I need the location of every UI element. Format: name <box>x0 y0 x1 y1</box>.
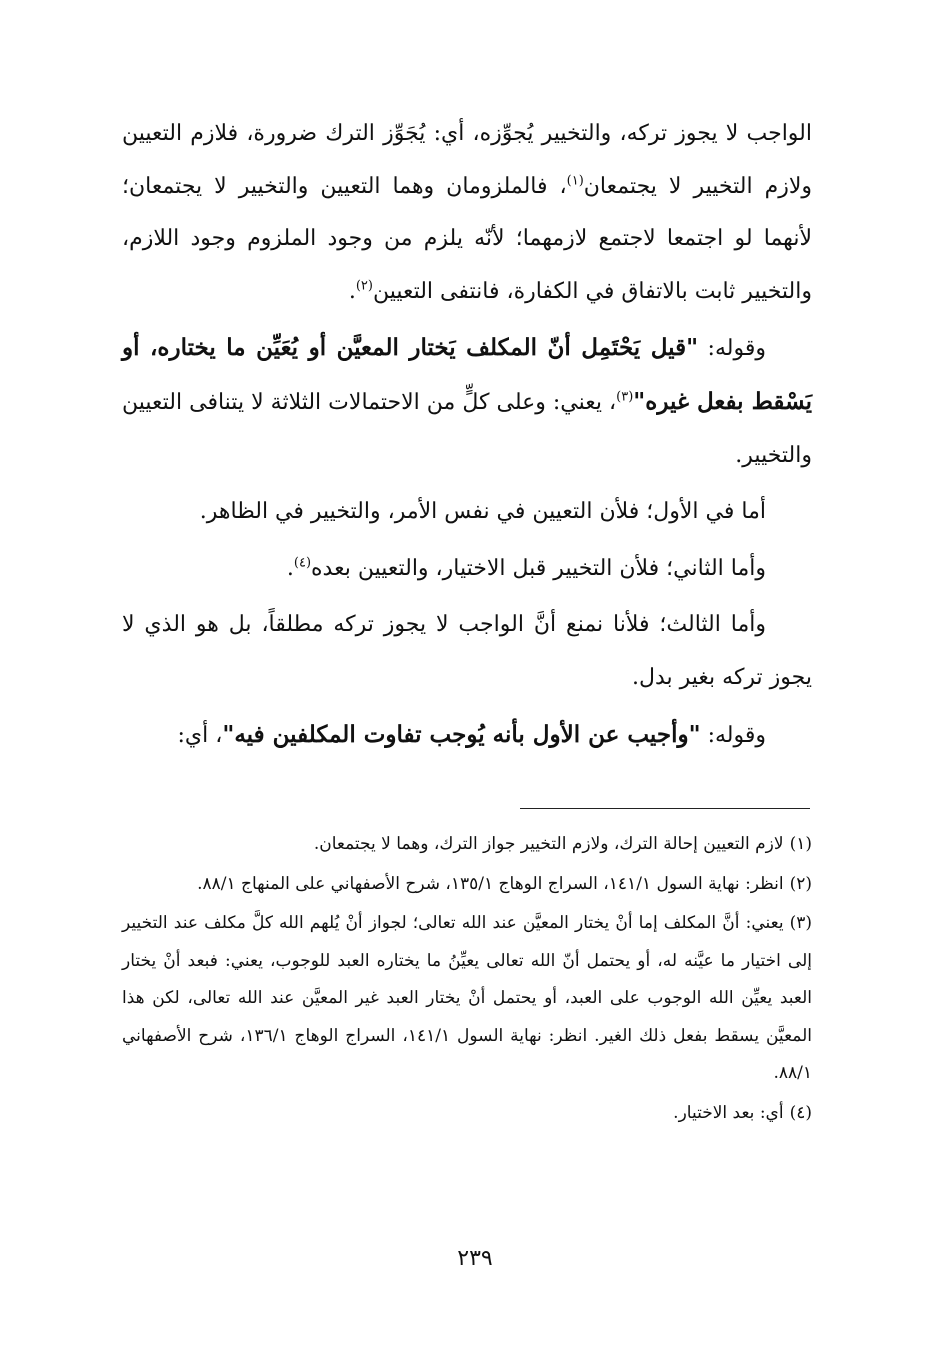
quoted-matn: "وأجيب عن الأول بأنه يُوجب تفاوت المكلفين فيه" <box>222 720 701 748</box>
footnote-text: يعني: أنَّ المكلف إما أنْ يختار المعيَّن عند الله تعالى؛ لجواز أنْ يُلهم الله كلَّ مكلف عند التخيير إلى اختيار ما عيَّنه له، أو يحتمل أنّ الله تعالى يعيِّنُ ما يختاره العبد للوجوب، يعني: فبعد أنْ يختار العبد يعيِّن الله الوجوب على العبد، أو يحتمل أنْ يختار العبد غير المعيَّن عند الله تعالى، لكن هذا المعيَّن يسقط بفعل ذلك الغير. انظر: نهاية السول ١٤١/١، السراج الوهاج ١٣٦/١، شرح الأصفهاني ٨٨/١. <box>122 913 812 1083</box>
footnote <box>122 826 812 864</box>
footnote-marker: (٣) <box>616 389 634 405</box>
footnote-number: (١) <box>789 834 812 854</box>
footnote-marker: (٢) <box>355 278 373 294</box>
text-run: وأما الثالث؛ فلأنا نمنع أنَّ الواجب لا يجوز تركه مطلقاً، بل هو الذي لا يجوز تركه بغير بدل. <box>122 612 812 690</box>
paragraph <box>122 599 812 704</box>
text-run: وقوله: <box>698 336 766 362</box>
text-run: الواجب لا يجوز تركه، والتخيير يُجوِّزه، أي: يُجَوِّز الترك ضرورة، فلازم التعيين ولازم التخيير لا يجتمعان <box>122 121 812 199</box>
footnote-separator <box>520 808 810 809</box>
paragraph <box>122 486 812 539</box>
footnote-marker: (٤) <box>293 555 312 571</box>
text-run: ، فالملزومان وهما التعيين والتخيير لا يجتمعان؛ لأنهما لو اجتمعا لاجتمع لازمهما؛ لأنّه يلزم من وجود الملزوم وجود اللازم، والتخيير ثابت بالاتفاق في الكفارة، فانتفى التعيين <box>122 173 812 304</box>
footnotes <box>122 826 812 1134</box>
footnote <box>122 905 812 1093</box>
footnote <box>122 1095 812 1133</box>
text-run: وأما الثاني؛ فلأن التخيير قبل الاختيار، والتعيين بعده <box>311 555 766 581</box>
paragraph <box>122 322 812 482</box>
paragraph <box>122 543 812 596</box>
quoted-matn: "قيل يَحْتَمِل أنّ المكلف يَختار المعيَّن أو يُعَيِّن ما يختاره، أو يَسْقط بفعل غيره" <box>122 334 812 415</box>
footnote-text: لازم التعيين إحالة الترك، ولازم التخيير جواز الترك، وهما لا يجتمعان. <box>313 834 784 854</box>
main-text <box>122 108 812 762</box>
text-run: ، أي: <box>177 722 223 748</box>
footnote <box>122 866 812 904</box>
text-run: . <box>286 555 294 581</box>
text-run: أما في الأول؛ فلأن التعيين في نفس الأمر، والتخيير في الظاهر. <box>199 499 766 525</box>
text-run: وقوله: <box>700 722 766 748</box>
footnote-text: انظر: نهاية السول ١٤١/١، السراج الوهاج ١٣٥/١، شرح الأصفهاني على المنهاج ٨٨/١. <box>197 873 784 894</box>
paragraph <box>122 709 812 763</box>
page-number: ٢٣٩ <box>457 1246 493 1271</box>
footnote-text: أي: بعد الاختيار. <box>673 1102 784 1123</box>
text-run: ، يعني: وعلى كلٍّ من الاحتمالات الثلاثة لا يتنافى التعيين والتخيير. <box>122 389 812 468</box>
footnote-number: (٣) <box>789 913 812 933</box>
paragraph <box>122 108 812 318</box>
text-run: . <box>348 278 356 304</box>
footnote-marker: (١) <box>566 173 584 189</box>
footnote-number: (٢) <box>789 873 812 894</box>
footnote-number: (٤) <box>789 1102 812 1123</box>
